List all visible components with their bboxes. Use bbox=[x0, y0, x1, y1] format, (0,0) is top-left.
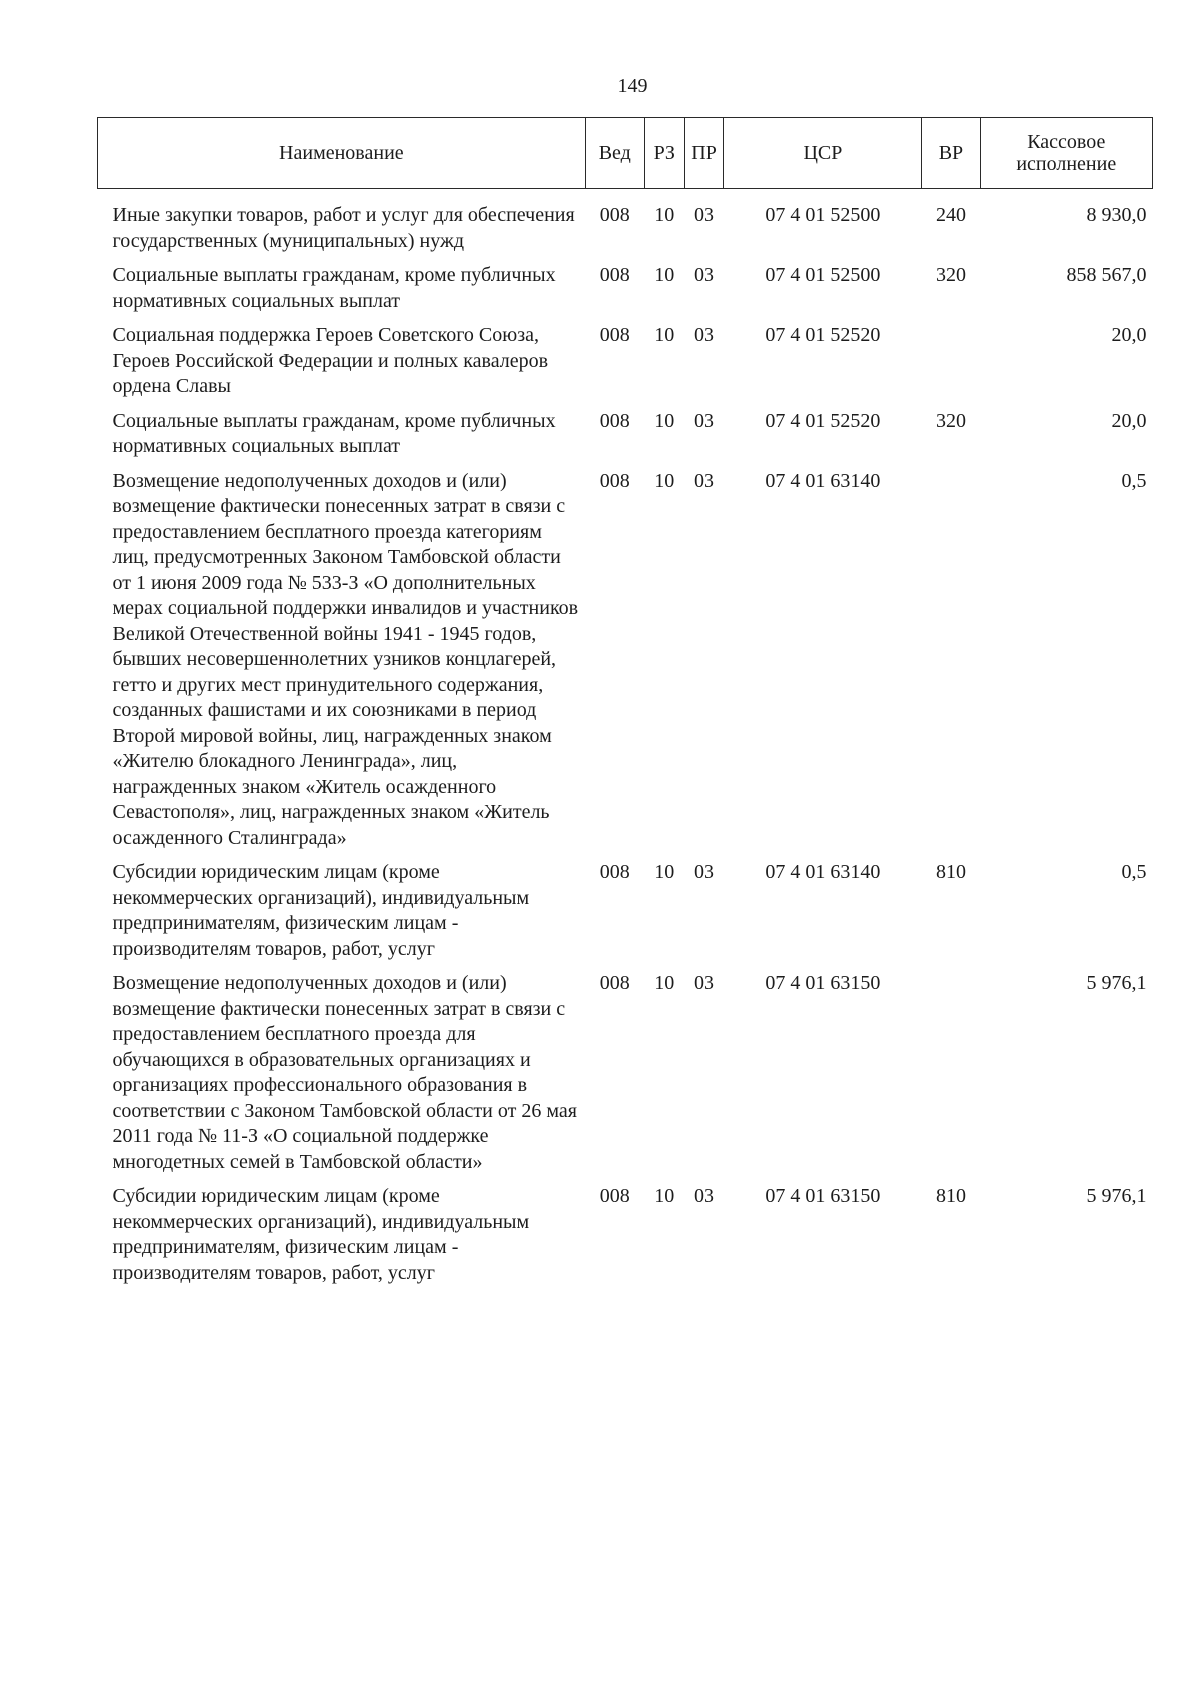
row-vr bbox=[922, 319, 980, 405]
row-pr: 03 bbox=[694, 861, 715, 883]
row-csr: 07 4 01 63150 bbox=[765, 1185, 881, 1207]
table-row bbox=[98, 319, 1153, 405]
row-csr: 07 4 01 63140 bbox=[765, 469, 881, 492]
table-row bbox=[98, 856, 1153, 967]
row-name: Иные закупки товаров, работ и услуг для обеспечения государственных (муниципальных) нужд bbox=[112, 204, 575, 252]
row-csr: 07 4 01 52500 bbox=[765, 204, 881, 226]
header-ved: Вед bbox=[585, 118, 644, 189]
table-row bbox=[98, 465, 1153, 857]
row-vr: 810 bbox=[935, 861, 966, 883]
row-rz: 10 bbox=[654, 469, 675, 492]
row-name: Субсидии юридическим лицам (кроме некоммерческих организаций), индивидуальным предпринимателям, физическим лицам - производителям товаров, работ, услуг bbox=[112, 1185, 530, 1284]
row-pr: 03 bbox=[694, 409, 715, 432]
header-row bbox=[98, 118, 1153, 189]
table-row bbox=[98, 199, 1153, 259]
row-ved: 008 bbox=[599, 972, 630, 994]
row-ved: 008 bbox=[599, 861, 630, 883]
row-pr: 03 bbox=[694, 1185, 715, 1207]
row-ved: 008 bbox=[599, 409, 630, 432]
row-csr: 07 4 01 63140 bbox=[765, 861, 881, 883]
row-rz: 10 bbox=[654, 1185, 675, 1207]
row-vr: 320 bbox=[935, 409, 966, 432]
row-ved: 008 bbox=[599, 1185, 630, 1207]
page-number: 149 bbox=[617, 75, 648, 97]
row-name: Социальные выплаты гражданам, кроме публичных нормативных социальных выплат bbox=[112, 264, 556, 312]
row-execution: 8 930,0 bbox=[1086, 204, 1147, 226]
header-csr: ЦСР bbox=[724, 118, 922, 189]
row-csr: 07 4 01 52520 bbox=[765, 409, 881, 432]
row-csr: 07 4 01 63150 bbox=[765, 972, 881, 994]
row-execution: 20,0 bbox=[1111, 324, 1147, 346]
budget-execution-table bbox=[97, 117, 1153, 1291]
table-row bbox=[98, 967, 1153, 1180]
row-csr: 07 4 01 52500 bbox=[765, 264, 881, 286]
row-ved: 008 bbox=[599, 469, 630, 492]
row-rz: 10 bbox=[654, 324, 675, 346]
row-rz: 10 bbox=[654, 409, 675, 432]
row-ved: 008 bbox=[599, 204, 630, 226]
header-name: Наименование bbox=[98, 118, 586, 189]
row-name: Социальная поддержка Героев Советского Союза, Героев Российской Федерации и полных кавалеров ордена Славы bbox=[112, 324, 549, 397]
row-execution: 20,0 bbox=[1111, 409, 1147, 432]
table-row bbox=[98, 259, 1153, 319]
table-row bbox=[98, 1180, 1153, 1291]
row-execution: 5 976,1 bbox=[1086, 1185, 1147, 1207]
row-execution: 0,5 bbox=[1121, 469, 1147, 492]
row-csr: 07 4 01 52520 bbox=[765, 324, 881, 346]
row-ved: 008 bbox=[599, 324, 630, 346]
header-execution: Кассовое исполнение bbox=[980, 118, 1152, 189]
row-pr: 03 bbox=[694, 469, 715, 492]
row-execution: 5 976,1 bbox=[1086, 972, 1147, 994]
header-rz: РЗ bbox=[644, 118, 684, 189]
table-body bbox=[98, 189, 1153, 1292]
header-pr: ПР bbox=[684, 118, 724, 189]
row-vr bbox=[922, 465, 980, 857]
table-gap bbox=[98, 189, 1153, 200]
table-row bbox=[98, 405, 1153, 465]
row-rz: 10 bbox=[654, 972, 675, 994]
row-vr: 320 bbox=[935, 264, 966, 286]
row-execution: 0,5 bbox=[1121, 861, 1147, 883]
row-name: Субсидии юридическим лицам (кроме некоммерческих организаций), индивидуальным предпринимателям, физическим лицам - производителям товаров, работ, услуг bbox=[112, 861, 530, 960]
row-vr bbox=[922, 967, 980, 1180]
row-vr: 240 bbox=[935, 204, 966, 226]
row-pr: 03 bbox=[694, 972, 715, 994]
row-rz: 10 bbox=[654, 264, 675, 286]
row-rz: 10 bbox=[654, 204, 675, 226]
header-vr: ВР bbox=[922, 118, 980, 189]
row-pr: 03 bbox=[694, 264, 715, 286]
row-rz: 10 bbox=[654, 861, 675, 883]
row-name: Возмещение недополученных доходов и (или) возмещение фактически понесенных затрат в связи с предоставлением бесплатного проезда категориям лиц, предусмотренных Законом Тамбовской области от 1 июня 2009 года № 533-З «О дополнительных мерах социальной поддержки инвалидов и участников Великой Отечественной войны 1941 - 1945 годов, бывших несовершеннолетних узников концлагерей, гетто и других мест принудительного содержания, созданных фашистами и их союзниками в период Второй мировой войны, лиц, награжденных знаком «Жителю блокадного Ленинграда», лиц, награжденных знаком «Житель осажденного Севастополя», лиц, награжденных знаком «Житель осажденного Сталинграда» bbox=[112, 469, 579, 849]
row-name: Возмещение недополученных доходов и (или) возмещение фактически понесенных затрат в связи с предоставлением бесплатного проезда для обучающихся в образовательных организациях и организациях профессионального образования в соответствии с Законом Тамбовской области от 26 мая 2011 года № 11-З «О социальной поддержке многодетных семей в Тамбовской области» bbox=[112, 972, 577, 1173]
table-header bbox=[98, 118, 1153, 189]
row-vr: 810 bbox=[935, 1185, 966, 1207]
row-pr: 03 bbox=[694, 204, 715, 226]
row-pr: 03 bbox=[694, 324, 715, 346]
row-execution: 858 567,0 bbox=[1066, 264, 1147, 286]
row-ved: 008 bbox=[599, 264, 630, 286]
row-name: Социальные выплаты гражданам, кроме публичных нормативных социальных выплат bbox=[112, 409, 556, 457]
